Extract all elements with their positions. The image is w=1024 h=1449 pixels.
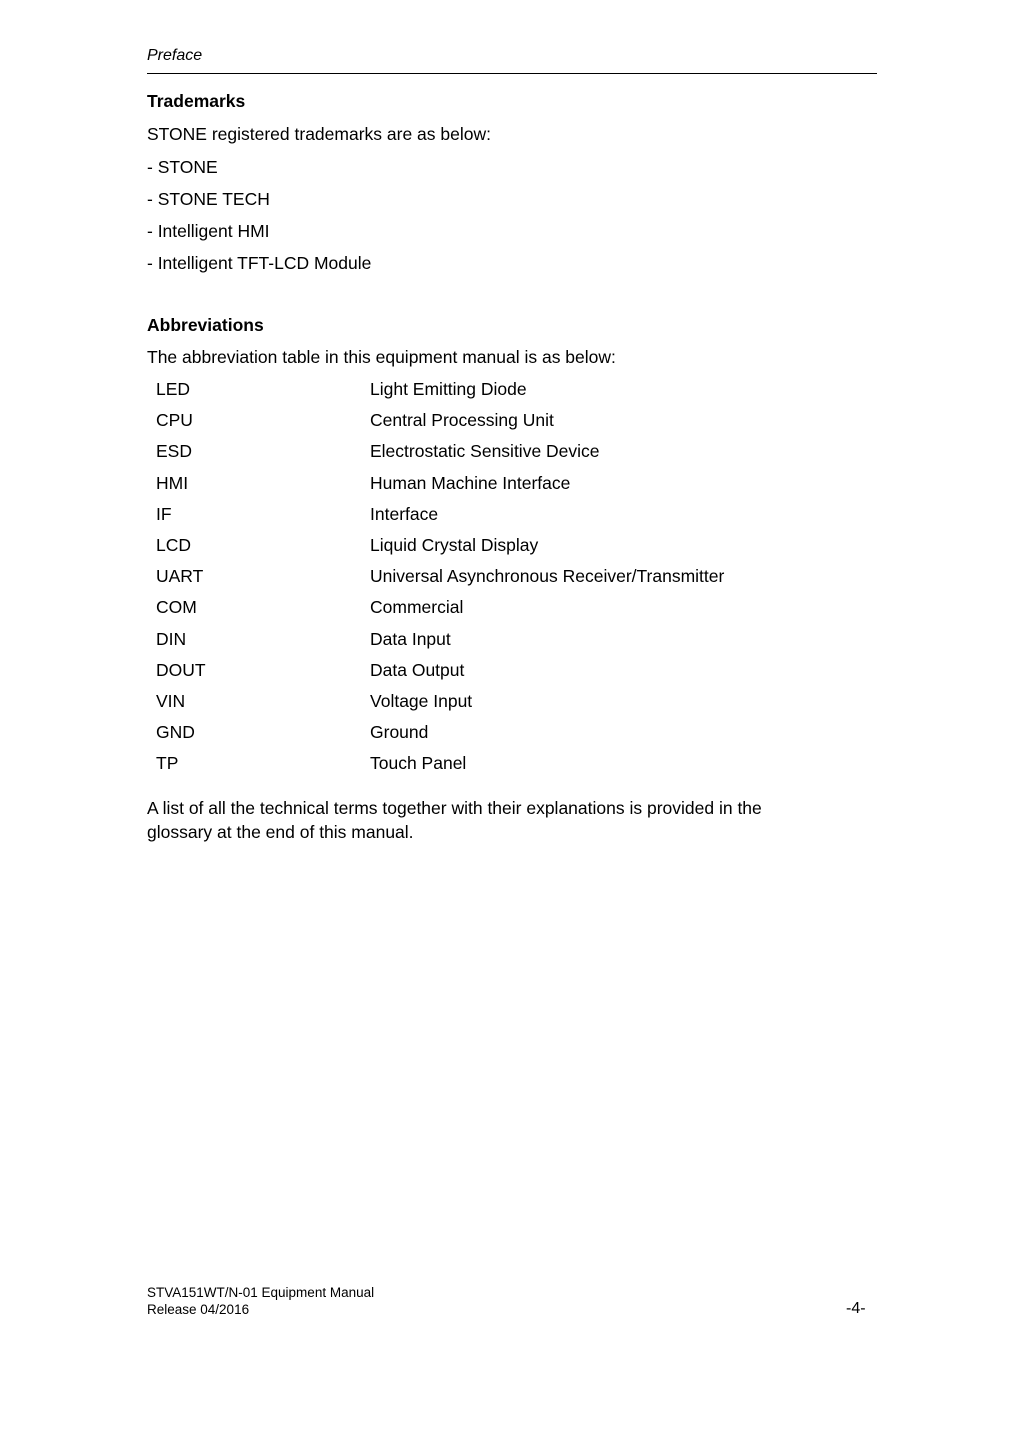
- table-row: [147, 503, 724, 534]
- running-header: Preface: [147, 47, 203, 64]
- abbr-term: CPU: [156, 410, 193, 431]
- trademarks-heading: Trademarks: [147, 91, 246, 111]
- abbr-meaning: Ground: [370, 722, 429, 743]
- footer-info: [147, 1284, 374, 1318]
- abbr-meaning: Data Output: [370, 659, 465, 680]
- footer-manual-name: STVA151WT/N-01 Equipment Manual: [147, 1285, 375, 1300]
- list-item: - STONE: [147, 157, 218, 177]
- table-row: [147, 596, 724, 627]
- trademarks-intro: STONE registered trademarks are as below:: [147, 124, 491, 144]
- abbr-meaning: Data Input: [370, 628, 451, 649]
- abbreviations-section: [147, 314, 877, 844]
- abbr-term: ESD: [156, 441, 192, 462]
- abbr-term: UART: [156, 566, 204, 587]
- header-divider: [147, 73, 877, 74]
- list-item: - STONE TECH: [147, 189, 270, 209]
- abbr-term: LCD: [156, 534, 192, 555]
- abbr-meaning: Touch Panel: [370, 753, 467, 774]
- abbr-term: DIN: [156, 628, 187, 649]
- table-row: [147, 440, 724, 471]
- abbr-meaning: Commercial: [370, 597, 464, 618]
- abbr-meaning: Light Emitting Diode: [370, 379, 527, 399]
- list-item: - Intelligent HMI: [147, 221, 270, 241]
- table-row: [147, 565, 724, 596]
- table-row: [147, 628, 724, 659]
- glossary-note: A list of all the technical terms together with their explanations is provided in the glossary at the end of this manual.: [147, 798, 762, 843]
- abbr-meaning: Electrostatic Sensitive Device: [370, 441, 600, 462]
- abbr-term: LED: [156, 379, 191, 399]
- abbr-term: DOUT: [156, 659, 206, 680]
- list-item: - Intelligent TFT-LCD Module: [147, 253, 372, 273]
- abbr-term: GND: [156, 722, 195, 743]
- table-row: [147, 659, 724, 690]
- page-number: -4-: [846, 1300, 866, 1317]
- abbreviations-intro: The abbreviation table in this equipment manual is as below:: [147, 347, 616, 367]
- trademarks-list: [147, 156, 877, 284]
- trademarks-section: [147, 90, 877, 284]
- abbr-term: VIN: [156, 690, 186, 711]
- footer-release: Release 04/2016: [147, 1302, 250, 1317]
- abbr-term: COM: [156, 597, 197, 618]
- abbr-meaning: Voltage Input: [370, 690, 473, 711]
- abbr-term: TP: [156, 753, 179, 774]
- abbr-term: HMI: [156, 472, 189, 493]
- abbreviations-table: [147, 378, 724, 783]
- abbr-meaning: Interface: [370, 503, 439, 524]
- table-row: [147, 378, 724, 409]
- abbr-meaning: Liquid Crystal Display: [370, 534, 539, 555]
- abbr-meaning: Universal Asynchronous Receiver/Transmitter: [370, 566, 725, 587]
- table-row: [147, 721, 724, 752]
- table-row: [147, 409, 724, 440]
- abbr-meaning: Central Processing Unit: [370, 410, 554, 431]
- table-row: [147, 690, 724, 721]
- abbreviations-heading: Abbreviations: [147, 315, 264, 335]
- table-row: [147, 534, 724, 565]
- abbr-term: IF: [156, 503, 172, 524]
- table-row: [147, 752, 724, 783]
- table-row: [147, 472, 724, 503]
- abbr-meaning: Human Machine Interface: [370, 472, 571, 493]
